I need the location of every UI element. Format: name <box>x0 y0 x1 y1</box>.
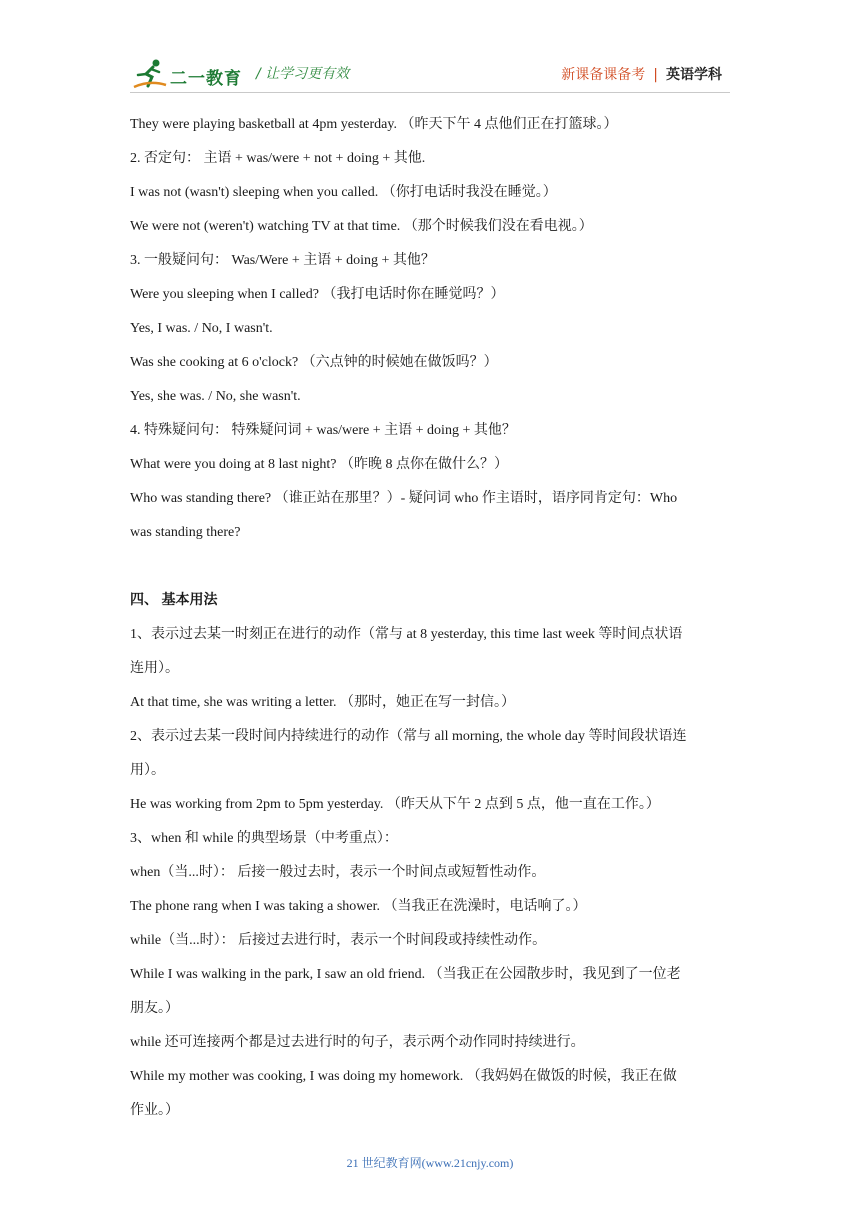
document-body <box>130 108 732 1128</box>
header-subject-label: 英语学科 <box>666 67 722 83</box>
text-line: 3、when 和 while 的典型场景（中考重点）： <box>130 831 398 846</box>
text-line: While I was walking in the park, I saw an old friend. （当我正在公园散步时，我见到了一位老 <box>130 967 681 982</box>
text-line: We were not (weren't) watching TV at that time. （那个时候我们没在看电视。） <box>130 219 593 234</box>
text-line: 朋友。） <box>130 1001 179 1016</box>
text-line: 1、表示过去某一时刻正在进行的动作（常与 at 8 yesterday, this time last week 等时间点状语 <box>130 627 683 642</box>
text-line: 作业。） <box>130 1103 179 1118</box>
text-line: Was she cooking at 6 o'clock? （六点钟的时候她在做饭吗？） <box>130 355 498 370</box>
text-line: 2、表示过去某一段时间内持续进行的动作（常与 all morning, the whole day 等时间段状语连 <box>130 729 687 744</box>
header-separator: | <box>653 67 658 83</box>
text-line: 用）。 <box>130 763 165 778</box>
text-line: while 还可连接两个都是过去进行时的句子，表示两个动作同时持续进行。 <box>130 1035 585 1050</box>
logo <box>132 58 252 90</box>
text-line: Who was standing there? （谁正站在那里？）- 疑问词 who 作主语时，语序同肯定句：Who <box>130 491 678 506</box>
logo-text: 二一教育 <box>170 69 242 89</box>
text-line: The phone rang when I was taking a shower. （当我正在洗澡时，电话响了。） <box>130 899 587 914</box>
text-line: 连用）。 <box>130 661 179 676</box>
text-line: He was working from 2pm to 5pm yesterday. （昨天从下午 2 点到 5 点，他一直在工作。） <box>130 797 660 812</box>
text-line: I was not (wasn't) sleeping when you called. （你打电话时我没在睡觉。） <box>130 185 557 200</box>
header-right <box>561 64 722 84</box>
text-line: While my mother was cooking, I was doing my homework. （我妈妈在做饭的时候，我正在做 <box>130 1069 677 1084</box>
text-line: Yes, she was. / No, she wasn't. <box>130 389 301 404</box>
text-line: 4. 特殊疑问句： 特殊疑问词 + was/were + 主语 + doing + 其他？ <box>130 423 516 438</box>
slogan: / 让学习更有效 <box>256 66 350 82</box>
header-course-label: 新课备课备考 <box>561 67 646 83</box>
text-line: Yes, I was. / No, I wasn't. <box>130 321 273 336</box>
text-line: while（当...时）： 后接过去进行时，表示一个时间段或持续性动作。 <box>130 933 547 948</box>
text-line: They were playing basketball at 4pm yesterday. （昨天下午 4 点他们正在打篮球。） <box>130 117 618 132</box>
text-line: when（当...时）： 后接一般过去时，表示一个时间点或短暂性动作。 <box>130 865 546 880</box>
text-line: 3. 一般疑问句： Was/Were + 主语 + doing + 其他？ <box>130 253 435 268</box>
text-line: Were you sleeping when I called? （我打电话时你在睡觉吗？） <box>130 287 505 302</box>
text-line: At that time, she was writing a letter. （那时，她正在写一封信。） <box>130 695 515 710</box>
page-header <box>130 56 730 93</box>
text-line: 2. 否定句： 主语 + was/were + not + doing + 其他. <box>130 151 426 166</box>
blank-gap <box>130 550 732 584</box>
text-line: What were you doing at 8 last night? （昨晚 8 点你在做什么？） <box>130 457 508 472</box>
section-heading: 四、 基本用法 <box>130 593 218 608</box>
text-line: was standing there? <box>130 525 241 540</box>
runner-logo-icon <box>132 58 168 90</box>
page-footer: 21 世纪教育网(www.21cnjy.com) <box>346 1156 514 1170</box>
